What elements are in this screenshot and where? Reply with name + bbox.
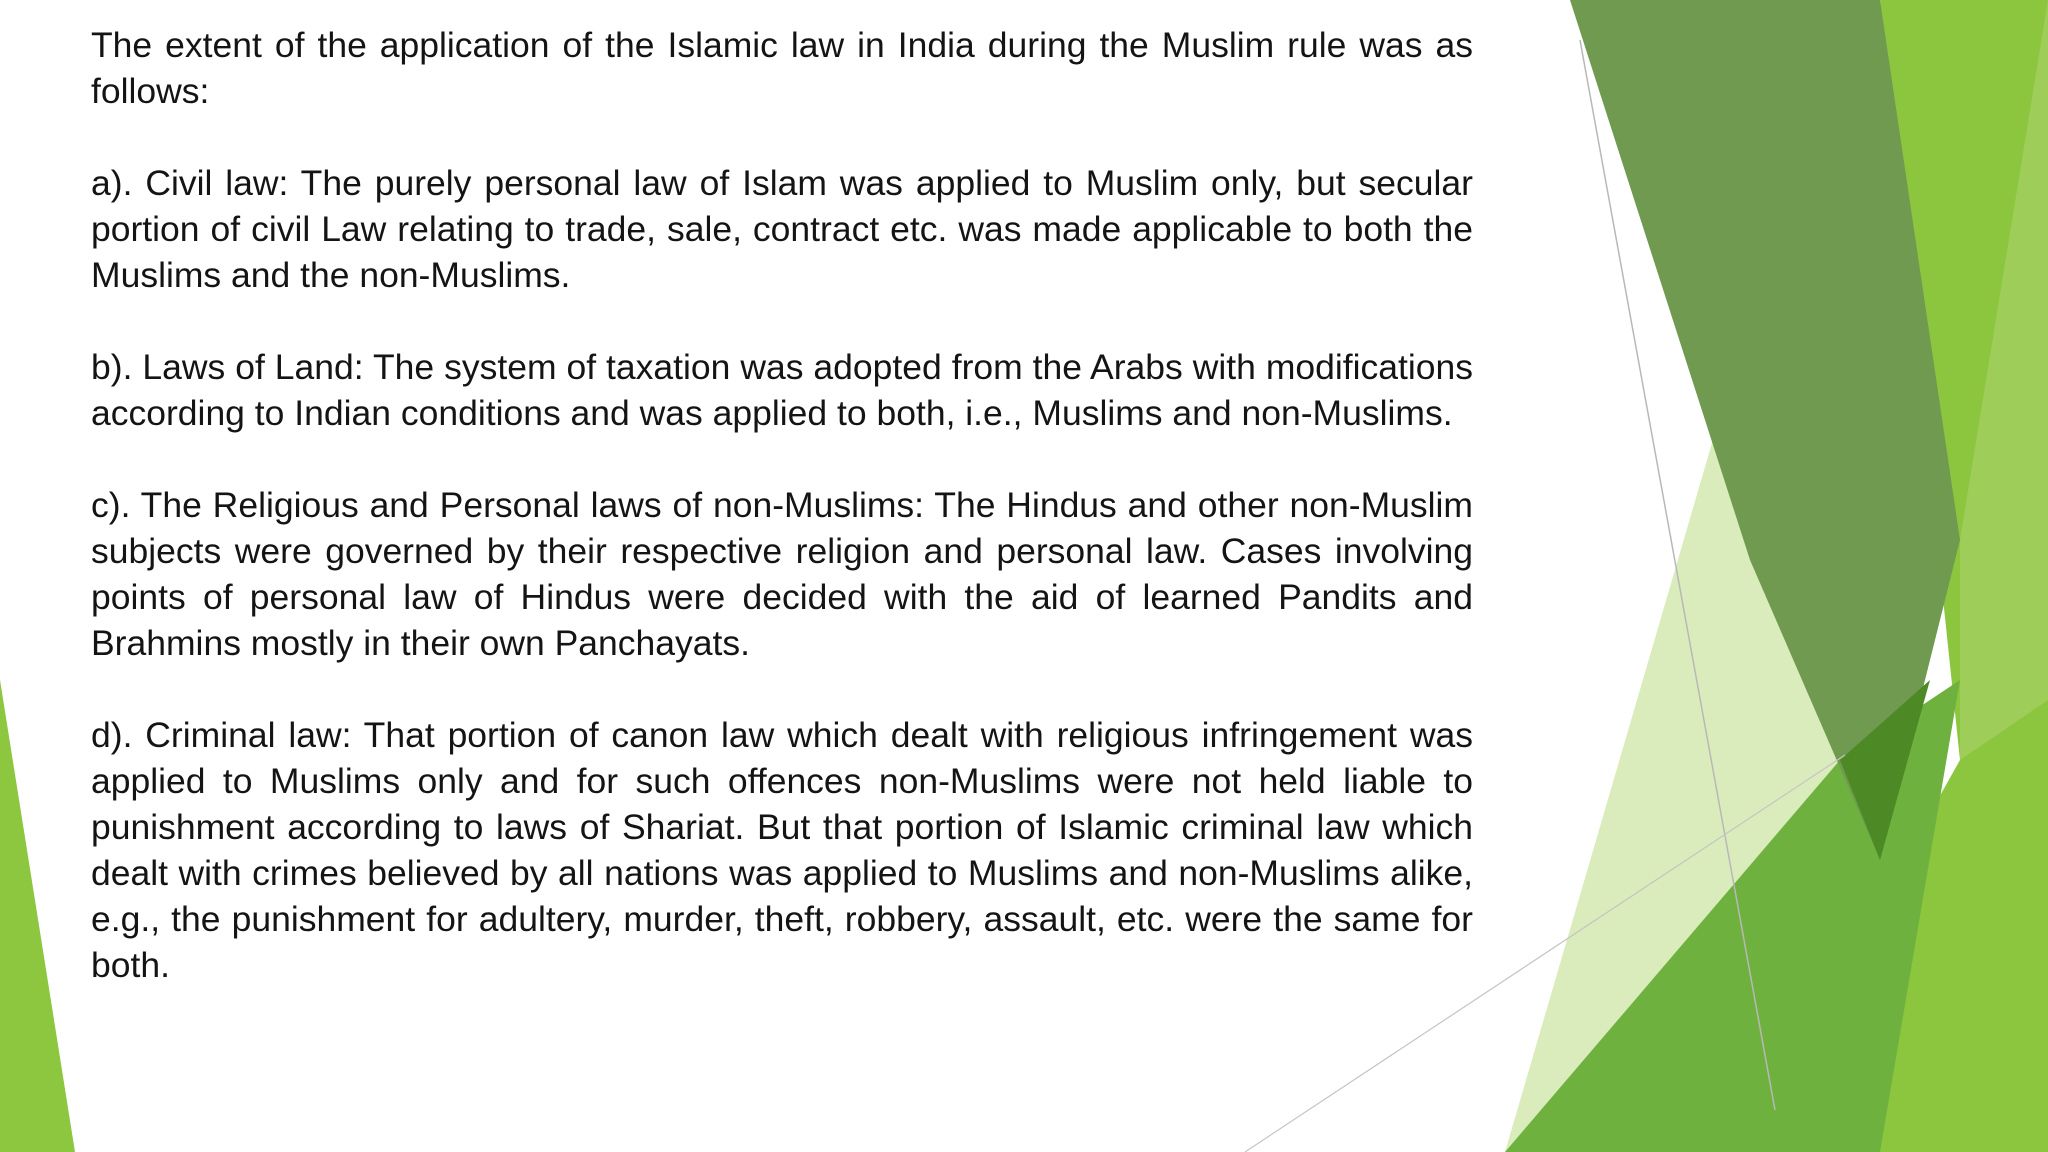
civil-law-paragraph: a). Civil law: The purely personal law of Islam was applied to Muslim only, but secular portion of civil Law relating to trade, sale, contract etc. was made applicable to both the Muslims and the non-Muslims. (91, 163, 1473, 295)
intro-paragraph: The extent of the application of the Islamic law in India during the Muslim rule was as follows: (91, 25, 1473, 111)
religious-personal-laws-paragraph: c). The Religious and Personal laws of non-Muslims: The Hindus and other non-Muslim subjects were governed by their respective religion and personal law. Cases involving points of personal law of Hindus were decided with the aid of learned Pandits and Brahmins mostly in their own Panchayats. (91, 485, 1473, 663)
left-green-sliver (0, 680, 75, 1152)
slide-body-text (91, 22, 1473, 988)
laws-of-land-paragraph: b). Laws of Land: The system of taxation was adopted from the Arabs with modifications according to Indian conditions and was applied to both, i.e., Muslims and non-Muslims. (91, 347, 1473, 433)
criminal-law-paragraph: d). Criminal law: That portion of canon law which dealt with religious infringement was applied to Muslims only and for such offences non-Muslims were not held liable to punishment according to laws of Shariat. But that portion of Islamic criminal law which dealt with crimes believed by all nations was applied to Muslims and non-Muslims alike, e.g., the punishment for adultery, murder, theft, robbery, assault, etc. were the same for both. (91, 715, 1473, 985)
